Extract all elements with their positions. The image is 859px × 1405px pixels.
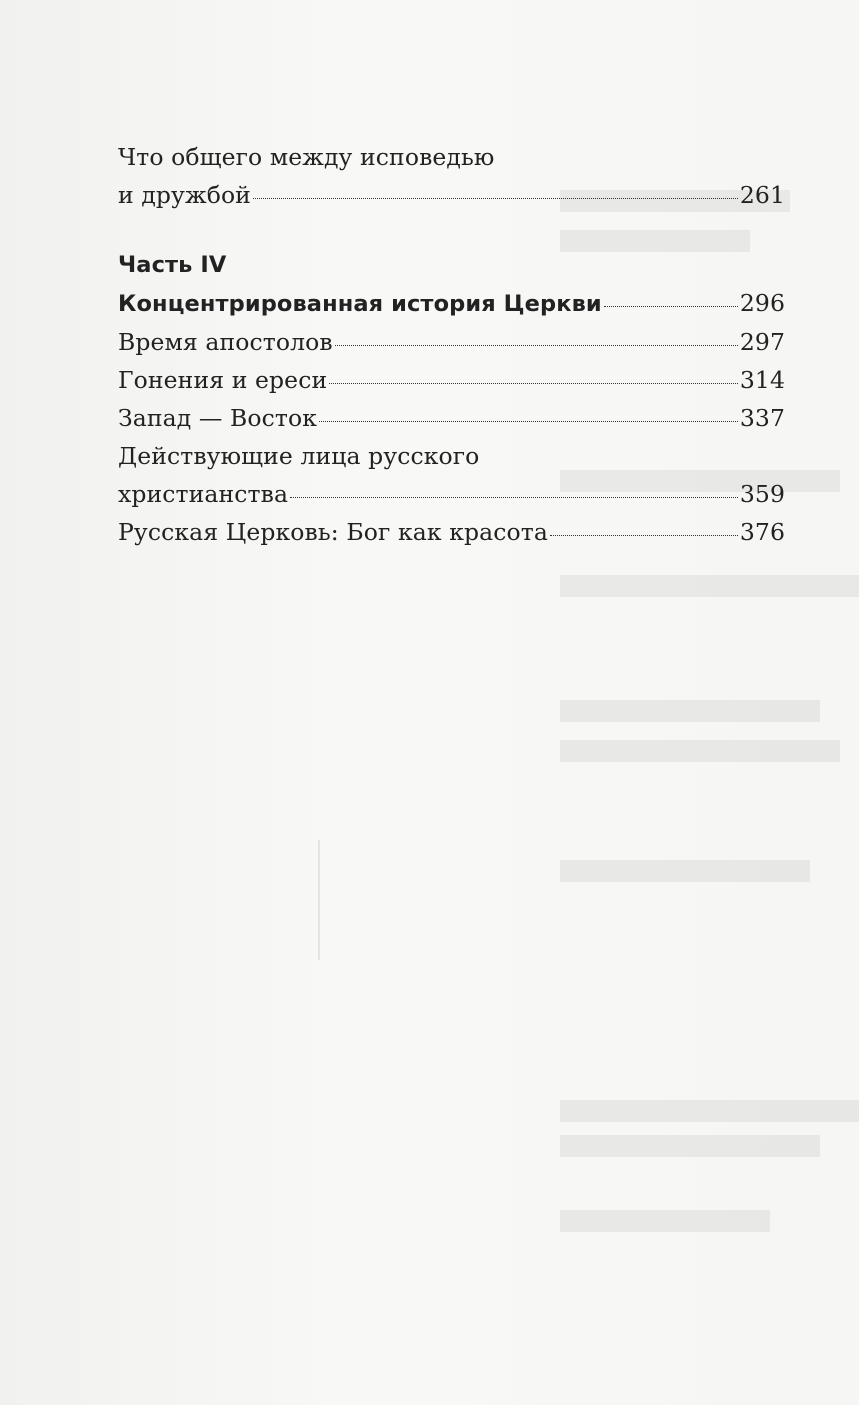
toc-entry[interactable]	[118, 138, 785, 214]
dot-leader	[319, 421, 738, 422]
dot-leader	[329, 383, 738, 384]
toc-entry-title-line-2: и дружбой	[118, 181, 251, 209]
toc-page-number: 314	[739, 366, 785, 394]
toc-page-number: 297	[739, 328, 785, 356]
toc-entry-title-line-1: Что общего между исповедью	[118, 143, 495, 171]
toc-entry-title: Гонения и ереси	[118, 366, 328, 394]
toc-entry[interactable]	[118, 323, 785, 361]
dot-leader	[253, 198, 738, 199]
dot-leader	[335, 345, 738, 346]
toc-entry-title-line-1: Действующие лица русского	[118, 442, 480, 470]
toc-page-number: 337	[739, 404, 785, 432]
part-heading-entry[interactable]	[118, 284, 785, 323]
toc-entry[interactable]	[118, 513, 785, 551]
dot-leader	[604, 306, 738, 307]
toc-page-number: 376	[739, 518, 785, 546]
dot-leader	[290, 497, 738, 498]
page-scratch	[318, 840, 320, 960]
table-of-contents	[118, 138, 785, 551]
dot-leader	[550, 535, 738, 536]
toc-entry[interactable]	[118, 437, 785, 513]
toc-page-number: 359	[739, 480, 785, 508]
toc-entry-title: Время апостолов	[118, 328, 333, 356]
part-heading-title: Концентрированная история Церкви	[118, 291, 602, 317]
part-label: Часть IV	[118, 252, 227, 278]
toc-entry-title-line-2: христианства	[118, 480, 289, 508]
toc-entry[interactable]	[118, 361, 785, 399]
toc-page-number: 296	[739, 289, 785, 317]
toc-entry-title: Запад — Восток	[118, 404, 318, 432]
toc-page-number: 261	[739, 181, 785, 209]
toc-entry-title: Русская Церковь: Бог как красота	[118, 518, 548, 546]
toc-entry[interactable]	[118, 399, 785, 437]
